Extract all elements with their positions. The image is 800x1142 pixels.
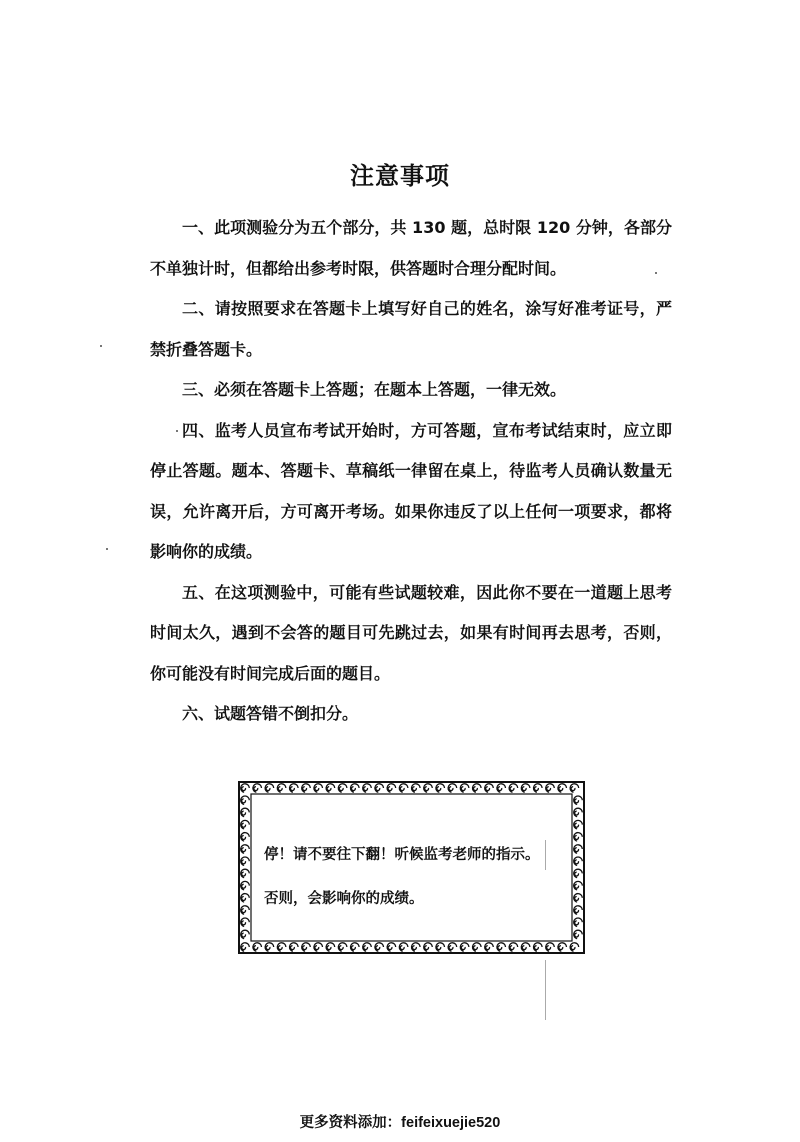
scroll-ornament bbox=[241, 857, 250, 866]
scroll-ornament bbox=[574, 796, 583, 805]
scroll-ornament bbox=[241, 808, 250, 817]
page-title: 注意事项 bbox=[350, 162, 450, 190]
stop-notice-line-1: 停！请不要往下翻！听候监考老师的指示。 bbox=[264, 846, 540, 863]
scroll-ornament bbox=[574, 906, 583, 915]
scroll-ornament bbox=[558, 784, 567, 793]
scroll-ornament bbox=[558, 943, 567, 952]
scroll-ornament bbox=[448, 943, 457, 952]
scroll-ornament bbox=[363, 943, 372, 952]
scroll-ornament bbox=[241, 918, 250, 927]
scroll-ornament bbox=[241, 869, 250, 878]
scroll-ornament bbox=[265, 784, 274, 793]
scroll-ornament bbox=[485, 943, 494, 952]
scroll-ornament bbox=[574, 845, 583, 854]
stop-notice-line-2: 否则，会影响你的成绩。 bbox=[264, 890, 424, 907]
scroll-ornament bbox=[574, 833, 583, 842]
scroll-ornament bbox=[351, 784, 360, 793]
scroll-ornament bbox=[509, 784, 518, 793]
scroll-ornament bbox=[338, 784, 347, 793]
scroll-ornament bbox=[241, 881, 250, 890]
scroll-ornament bbox=[473, 943, 482, 952]
scroll-ornament bbox=[424, 943, 433, 952]
scroll-ornament bbox=[241, 943, 250, 952]
scroll-ornament bbox=[302, 943, 311, 952]
scroll-ornament bbox=[241, 906, 250, 915]
scan-speck bbox=[106, 548, 108, 550]
instruction-paragraph-6: 六、试题答错不倒扣分。 bbox=[182, 704, 359, 723]
scroll-ornament bbox=[436, 943, 445, 952]
footer-prefix: 更多资料添加： bbox=[299, 1115, 402, 1131]
scroll-ornament bbox=[424, 784, 433, 793]
scroll-ornament bbox=[574, 857, 583, 866]
scroll-ornament bbox=[574, 881, 583, 890]
scroll-ornament bbox=[277, 784, 286, 793]
scroll-ornament bbox=[412, 784, 421, 793]
scroll-ornament bbox=[412, 943, 421, 952]
scroll-ornament bbox=[574, 869, 583, 878]
scroll-ornament bbox=[574, 808, 583, 817]
scroll-ornament bbox=[338, 943, 347, 952]
scroll-ornament bbox=[534, 943, 543, 952]
scroll-ornament bbox=[521, 784, 530, 793]
instruction-paragraph-1: 一、此项测验分为五个部分，共 130 题，总时限 120 分钟，各部分不单独计时，但都给出参考时限，供答题时合理分配时间。 bbox=[150, 218, 672, 278]
scroll-ornament bbox=[473, 784, 482, 793]
scroll-ornament bbox=[448, 784, 457, 793]
scroll-ornament bbox=[241, 796, 250, 805]
scroll-ornament bbox=[387, 784, 396, 793]
scroll-ornament bbox=[570, 784, 579, 793]
footer-handle: feifeixuejie520 bbox=[401, 1115, 501, 1131]
scroll-ornament bbox=[546, 943, 555, 952]
scroll-ornament bbox=[363, 784, 372, 793]
scroll-ornament bbox=[521, 943, 530, 952]
scroll-ornament bbox=[574, 930, 583, 939]
scroll-ornament bbox=[314, 784, 323, 793]
instruction-paragraph-5: 五、在这项测验中，可能有些试题较难，因此你不要在一道题上思考时间太久，遇到不会答的题目可先跳过去，如果有时间再去思考，否则，你可能没有时间完成后面的题目。 bbox=[150, 582, 672, 683]
scroll-ornament bbox=[241, 820, 250, 829]
scroll-ornament bbox=[399, 943, 408, 952]
scroll-ornament bbox=[574, 894, 583, 903]
scroll-ornament bbox=[574, 918, 583, 927]
scroll-ornament bbox=[375, 784, 384, 793]
scroll-ornament bbox=[253, 943, 262, 952]
scroll-ornament bbox=[574, 820, 583, 829]
footer-note bbox=[0, 1111, 800, 1132]
scroll-ornament bbox=[436, 784, 445, 793]
scroll-ornament bbox=[375, 943, 384, 952]
stop-notice-box bbox=[238, 781, 585, 954]
scroll-ornament bbox=[241, 930, 250, 939]
scroll-ornament bbox=[253, 784, 262, 793]
scroll-ornament bbox=[399, 784, 408, 793]
scroll-ornament bbox=[326, 943, 335, 952]
scan-speck bbox=[100, 345, 102, 347]
scroll-ornament bbox=[497, 943, 506, 952]
scroll-ornament bbox=[387, 943, 396, 952]
scroll-ornament bbox=[265, 943, 274, 952]
scroll-ornament bbox=[290, 784, 299, 793]
scroll-ornament bbox=[290, 943, 299, 952]
scroll-ornament bbox=[509, 943, 518, 952]
scroll-ornament bbox=[326, 784, 335, 793]
instruction-paragraph-3: 三、必须在答题卡上答题；在题本上答题，一律无效。 bbox=[182, 380, 567, 399]
scan-speck bbox=[176, 430, 178, 432]
scroll-ornament bbox=[460, 943, 469, 952]
instructions bbox=[150, 208, 672, 735]
scroll-ornament bbox=[485, 784, 494, 793]
scroll-ornament bbox=[241, 894, 250, 903]
scan-streak bbox=[545, 840, 546, 870]
scroll-ornament bbox=[351, 943, 360, 952]
scroll-ornament bbox=[302, 784, 311, 793]
scan-speck bbox=[655, 272, 657, 274]
scroll-ornament bbox=[546, 784, 555, 793]
scroll-ornament bbox=[497, 784, 506, 793]
scroll-ornament bbox=[241, 845, 250, 854]
scroll-ornament bbox=[570, 943, 579, 952]
scroll-ornament bbox=[534, 784, 543, 793]
decorative-scroll-border bbox=[238, 781, 585, 954]
scroll-ornament bbox=[241, 833, 250, 842]
scroll-ornament bbox=[460, 784, 469, 793]
instruction-paragraph-4: 四、监考人员宣布考试开始时，方可答题，宣布考试结束时，应立即停止答题。题本、答题卡、草稿纸一律留在桌上，待监考人员确认数量无误，允许离开后，方可离开考场。如果你违反了以上任何一项要求，都将影响你的成绩。 bbox=[150, 420, 672, 561]
scroll-ornament bbox=[277, 943, 286, 952]
scan-streak bbox=[545, 960, 546, 1020]
scroll-ornament bbox=[241, 784, 250, 793]
scroll-ornament bbox=[314, 943, 323, 952]
instruction-paragraph-2: 二、请按照要求在答题卡上填写好自己的姓名，涂写好准考证号，严禁折叠答题卡。 bbox=[150, 299, 672, 359]
